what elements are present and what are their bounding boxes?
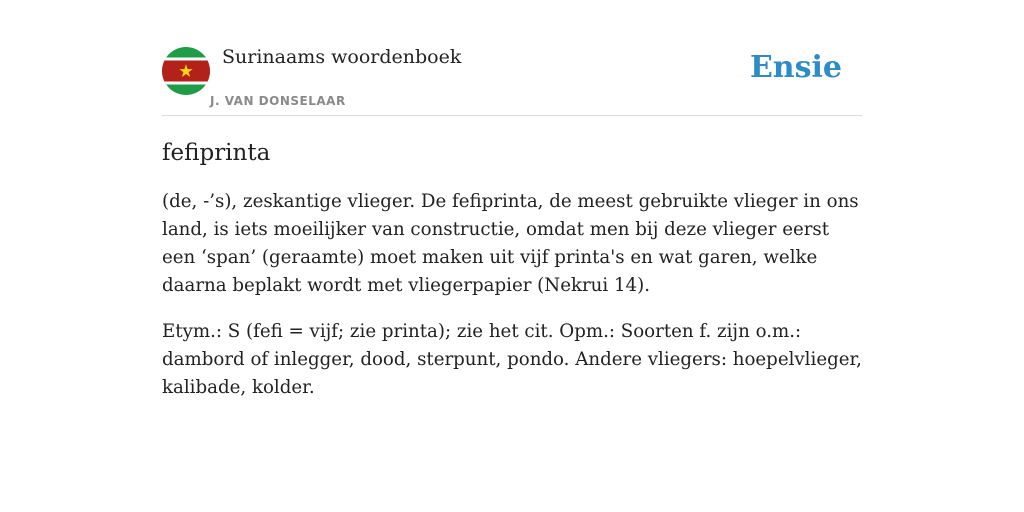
definition-body bbox=[162, 188, 862, 402]
dictionary-title[interactable]: Surinaams woordenboek bbox=[222, 46, 462, 68]
etymology-paragraph: Etym.: S (fefi = vijf; zie printa); zie het cit. Opm.: Soorten f. zijn o.m.: dambord of inlegger, dood, sterpunt, pondo. Andere vliegers: hoepelvlieger, kalibade, kolder. bbox=[162, 321, 862, 398]
ensie-logo-link[interactable]: Ensie bbox=[749, 50, 842, 85]
headword: fefiprinta bbox=[162, 140, 271, 166]
suriname-flag-icon[interactable] bbox=[162, 47, 210, 95]
definition-paragraph: (de, -’s), zeskantige vlieger. De fefiprinta, de meest gebruikte vlieger in ons land, is iets moeilijker van constructie, omdat men bij deze vlieger eerst een ‘span’ (geraamte) moet maken uit vijf printa's en wat garen, welke daarna beplakt wordt met vliegerpapier (Nekrui 14). bbox=[162, 191, 859, 296]
dictionary-author[interactable]: J. VAN DONSELAAR bbox=[210, 94, 346, 108]
dictionary-header bbox=[162, 40, 862, 116]
entry-card bbox=[162, 40, 862, 402]
